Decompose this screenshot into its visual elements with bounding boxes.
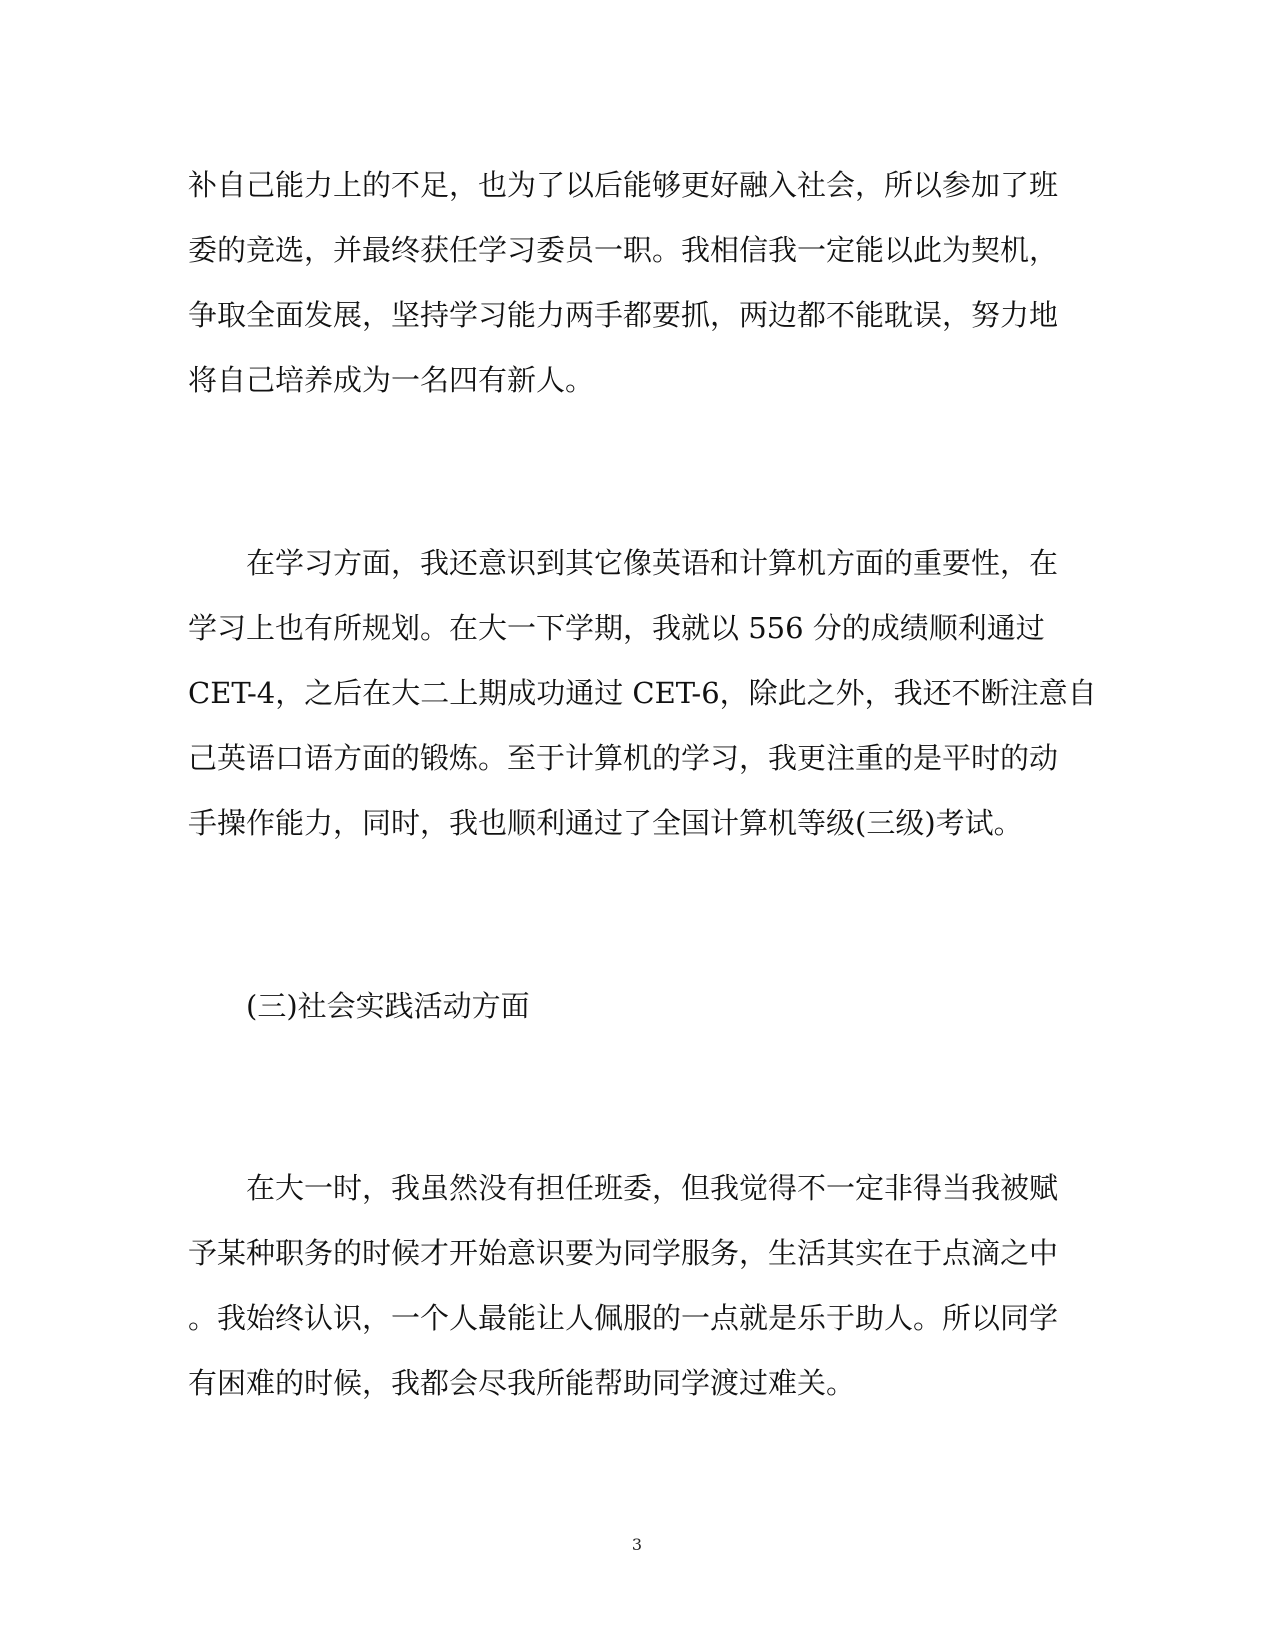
paragraph-3-line-3: 。我始终认识，一个人最能让人佩服的一点就是乐于助人。所以同学: [188, 1301, 1059, 1335]
section-heading: (三)社会实践活动方面: [246, 989, 530, 1023]
paragraph-2-line-2: 学习上也有所规划。在大一下学期，我就以 556 分的成绩顺利通过: [188, 611, 1045, 645]
paragraph-3-line-2: 予某种职务的时候才开始意识要为同学服务，生活其实在于点滴之中: [188, 1236, 1059, 1270]
paragraph-3-line-4: 有困难的时候，我都会尽我所能帮助同学渡过难关。: [188, 1366, 856, 1400]
paragraph-1-line-2: 委的竞选，并最终获任学习委员一职。我相信我一定能以此为契机，: [188, 233, 1059, 267]
paragraph-1-line-3: 争取全面发展，坚持学习能力两手都要抓，两边都不能耽误，努力地: [188, 298, 1059, 332]
paragraph-1-line-1: 补自己能力上的不足，也为了以后能够更好融入社会，所以参加了班: [188, 168, 1059, 202]
paragraph-2-line-3: CET-4，之后在大二上期成功通过 CET-6，除此之外，我还不断注意自: [188, 676, 1097, 710]
paragraph-2-line-4: 己英语口语方面的锻炼。至于计算机的学习，我更注重的是平时的动: [188, 741, 1059, 775]
page-number: 3: [631, 1535, 643, 1554]
paragraph-3-line-1: 在大一时，我虽然没有担任班委，但我觉得不一定非得当我被赋: [246, 1171, 1059, 1205]
paragraph-2-line-1: 在学习方面，我还意识到其它像英语和计算机方面的重要性，在: [246, 546, 1059, 580]
paragraph-1-line-4: 将自己培养成为一名四有新人。: [188, 363, 595, 397]
paragraph-2-line-5: 手操作能力，同时，我也顺利通过了全国计算机等级(三级)考试。: [188, 806, 1023, 840]
